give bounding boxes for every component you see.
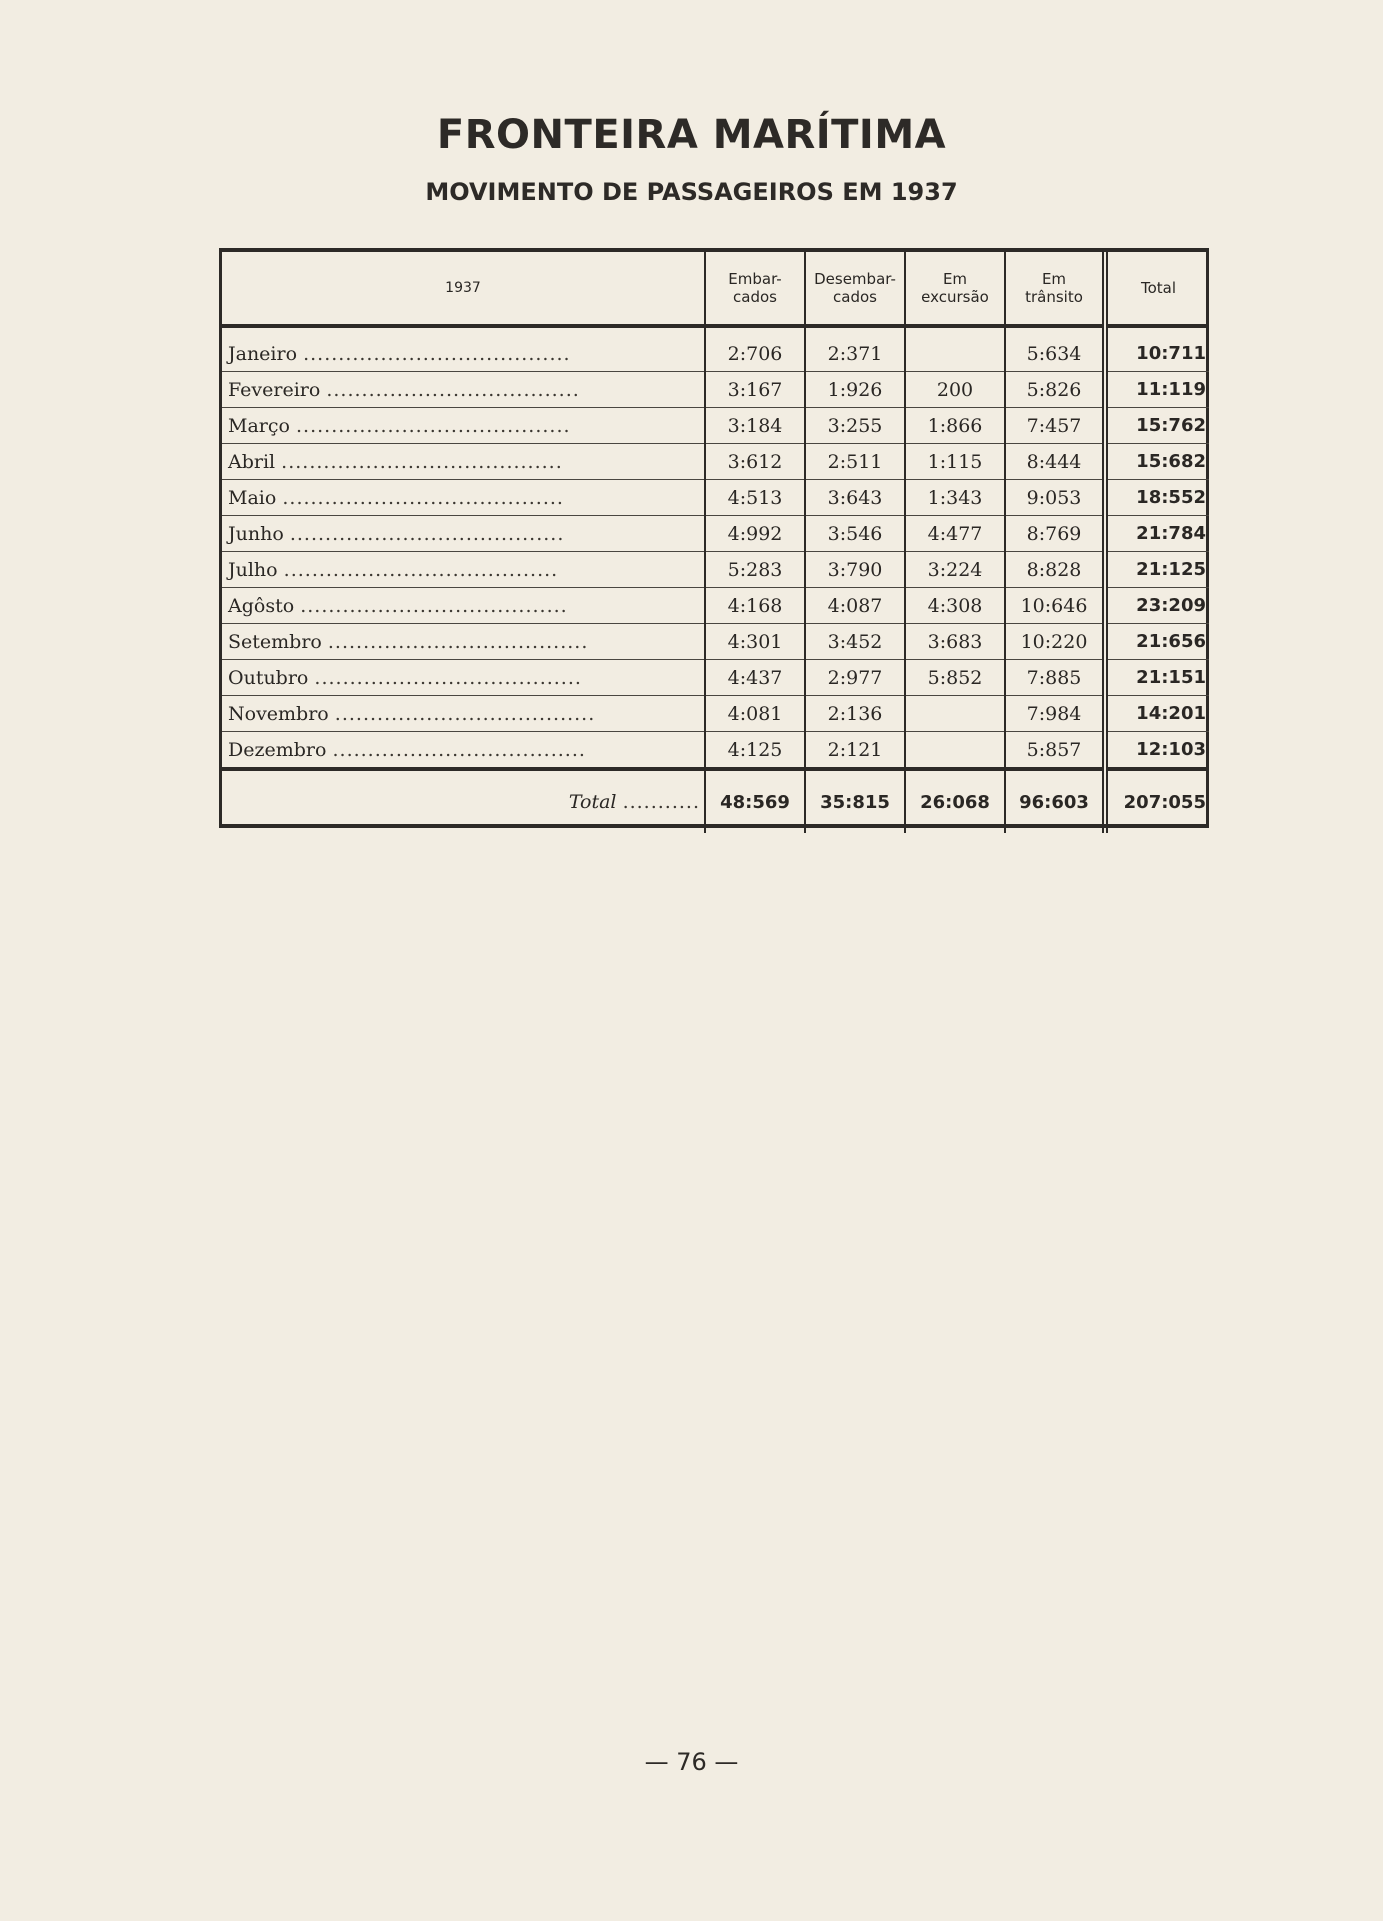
desembarcados-cell: 3:255 bbox=[805, 408, 905, 444]
desembarcados-cell: 3:452 bbox=[805, 624, 905, 660]
total-cell: 14:201 bbox=[1105, 696, 1209, 732]
excursao-cell bbox=[905, 326, 1005, 372]
month-label: Março bbox=[228, 414, 290, 437]
passenger-table-frame bbox=[219, 248, 1209, 828]
month-cell bbox=[222, 480, 705, 516]
leader-dots: ..................................... bbox=[334, 702, 596, 725]
desembarcados-cell: 3:643 bbox=[805, 480, 905, 516]
month-label: Abril bbox=[228, 450, 276, 473]
header-desembarcados: Desembar- cados bbox=[805, 252, 905, 326]
desembarcados-cell: 2:136 bbox=[805, 696, 905, 732]
total-cell: 15:682 bbox=[1105, 444, 1209, 480]
table-row bbox=[222, 624, 1209, 660]
desembarcados-cell: 2:511 bbox=[805, 444, 905, 480]
transito-cell: 8:444 bbox=[1005, 444, 1105, 480]
desembarcados-cell: 1:926 bbox=[805, 372, 905, 408]
embarcados-cell: 4:301 bbox=[705, 624, 805, 660]
header-year: 1937 bbox=[222, 252, 705, 326]
transito-cell: 5:634 bbox=[1005, 326, 1105, 372]
total-cell: 12:103 bbox=[1105, 732, 1209, 770]
table-row bbox=[222, 660, 1209, 696]
excursao-cell: 4:477 bbox=[905, 516, 1005, 552]
desembarcados-cell: 4:087 bbox=[805, 588, 905, 624]
transito-cell: 8:828 bbox=[1005, 552, 1105, 588]
table-row bbox=[222, 326, 1209, 372]
desembarcados-cell: 2:121 bbox=[805, 732, 905, 770]
table-row bbox=[222, 372, 1209, 408]
leader-dots: ....................................... bbox=[296, 414, 571, 437]
header-embarcados: Embar- cados bbox=[705, 252, 805, 326]
excursao-cell: 1:115 bbox=[905, 444, 1005, 480]
table-total-row bbox=[222, 769, 1209, 833]
total-cell: 18:552 bbox=[1105, 480, 1209, 516]
month-label: Maio bbox=[228, 486, 277, 509]
total-cell: 23:209 bbox=[1105, 588, 1209, 624]
table-header-row bbox=[222, 252, 1209, 326]
month-label: Agôsto bbox=[228, 594, 295, 617]
month-cell bbox=[222, 588, 705, 624]
page-title: FRONTEIRA MARÍTIMA bbox=[436, 112, 947, 158]
total-cell: 21:125 bbox=[1105, 552, 1209, 588]
transito-cell: 7:984 bbox=[1005, 696, 1105, 732]
total-label: Total ........... bbox=[222, 769, 705, 833]
month-cell bbox=[222, 516, 705, 552]
month-cell bbox=[222, 326, 705, 372]
embarcados-cell: 4:992 bbox=[705, 516, 805, 552]
total-cell: 21:656 bbox=[1105, 624, 1209, 660]
total-desembarcados: 35:815 bbox=[805, 769, 905, 833]
transito-cell: 10:646 bbox=[1005, 588, 1105, 624]
month-label: Outubro bbox=[228, 666, 309, 689]
desembarcados-cell: 3:546 bbox=[805, 516, 905, 552]
total-cell: 11:119 bbox=[1105, 372, 1209, 408]
embarcados-cell: 4:437 bbox=[705, 660, 805, 696]
transito-cell: 7:457 bbox=[1005, 408, 1105, 444]
embarcados-cell: 4:081 bbox=[705, 696, 805, 732]
embarcados-cell: 4:513 bbox=[705, 480, 805, 516]
page-number: — 76 — bbox=[644, 1748, 739, 1776]
leader-dots: ....................................... bbox=[283, 558, 559, 581]
excursao-cell: 200 bbox=[905, 372, 1005, 408]
header-total: Total bbox=[1105, 252, 1209, 326]
total-total: 207:055 bbox=[1105, 769, 1209, 833]
page-subtitle: MOVIMENTO DE PASSAGEIROS EM 1937 bbox=[425, 178, 958, 206]
excursao-cell: 3:683 bbox=[905, 624, 1005, 660]
total-embarcados: 48:569 bbox=[705, 769, 805, 833]
desembarcados-cell: 3:790 bbox=[805, 552, 905, 588]
month-label: Fevereiro bbox=[228, 378, 321, 401]
leader-dots: ...................................... bbox=[303, 342, 571, 365]
table-row bbox=[222, 552, 1209, 588]
month-cell bbox=[222, 552, 705, 588]
table-row bbox=[222, 588, 1209, 624]
transito-cell: 9:053 bbox=[1005, 480, 1105, 516]
excursao-cell: 5:852 bbox=[905, 660, 1005, 696]
transito-cell: 5:826 bbox=[1005, 372, 1105, 408]
month-cell bbox=[222, 696, 705, 732]
month-cell bbox=[222, 408, 705, 444]
embarcados-cell: 3:167 bbox=[705, 372, 805, 408]
leader-dots: ...................................... bbox=[314, 666, 582, 689]
month-cell bbox=[222, 372, 705, 408]
excursao-cell bbox=[905, 732, 1005, 770]
month-label: Dezembro bbox=[228, 738, 327, 761]
leader-dots: .................................... bbox=[332, 738, 586, 761]
month-label: Junho bbox=[228, 522, 284, 545]
header-em-excursao: Em excursão bbox=[905, 252, 1005, 326]
header-em-transito: Em trânsito bbox=[1005, 252, 1105, 326]
table-row bbox=[222, 444, 1209, 480]
leader-dots: ..................................... bbox=[327, 630, 589, 653]
month-label: Julho bbox=[228, 558, 278, 581]
transito-cell: 8:769 bbox=[1005, 516, 1105, 552]
embarcados-cell: 5:283 bbox=[705, 552, 805, 588]
month-label: Janeiro bbox=[228, 342, 298, 365]
leader-dots: ........................................ bbox=[281, 450, 563, 473]
total-cell: 21:151 bbox=[1105, 660, 1209, 696]
month-label: Setembro bbox=[228, 630, 322, 653]
table-row bbox=[222, 696, 1209, 732]
embarcados-cell: 4:168 bbox=[705, 588, 805, 624]
leader-dots: ........................................ bbox=[282, 486, 564, 509]
desembarcados-cell: 2:371 bbox=[805, 326, 905, 372]
leader-dots: ....................................... bbox=[289, 522, 565, 545]
embarcados-cell: 4:125 bbox=[705, 732, 805, 770]
table-row bbox=[222, 480, 1209, 516]
total-cell: 21:784 bbox=[1105, 516, 1209, 552]
passenger-table bbox=[222, 252, 1209, 833]
total-cell: 15:762 bbox=[1105, 408, 1209, 444]
total-excursao: 26:068 bbox=[905, 769, 1005, 833]
excursao-cell bbox=[905, 696, 1005, 732]
excursao-cell: 1:866 bbox=[905, 408, 1005, 444]
excursao-cell: 1:343 bbox=[905, 480, 1005, 516]
embarcados-cell: 3:184 bbox=[705, 408, 805, 444]
embarcados-cell: 3:612 bbox=[705, 444, 805, 480]
transito-cell: 7:885 bbox=[1005, 660, 1105, 696]
table-row bbox=[222, 732, 1209, 770]
excursao-cell: 3:224 bbox=[905, 552, 1005, 588]
embarcados-cell: 2:706 bbox=[705, 326, 805, 372]
transito-cell: 10:220 bbox=[1005, 624, 1105, 660]
month-cell bbox=[222, 732, 705, 770]
table-row bbox=[222, 516, 1209, 552]
excursao-cell: 4:308 bbox=[905, 588, 1005, 624]
leader-dots: ...................................... bbox=[300, 594, 568, 617]
month-cell bbox=[222, 624, 705, 660]
total-cell: 10:711 bbox=[1105, 326, 1209, 372]
month-cell bbox=[222, 444, 705, 480]
month-label: Novembro bbox=[228, 702, 329, 725]
total-transito: 96:603 bbox=[1005, 769, 1105, 833]
month-cell bbox=[222, 660, 705, 696]
desembarcados-cell: 2:977 bbox=[805, 660, 905, 696]
table-row bbox=[222, 408, 1209, 444]
leader-dots: .................................... bbox=[326, 378, 580, 401]
transito-cell: 5:857 bbox=[1005, 732, 1105, 770]
